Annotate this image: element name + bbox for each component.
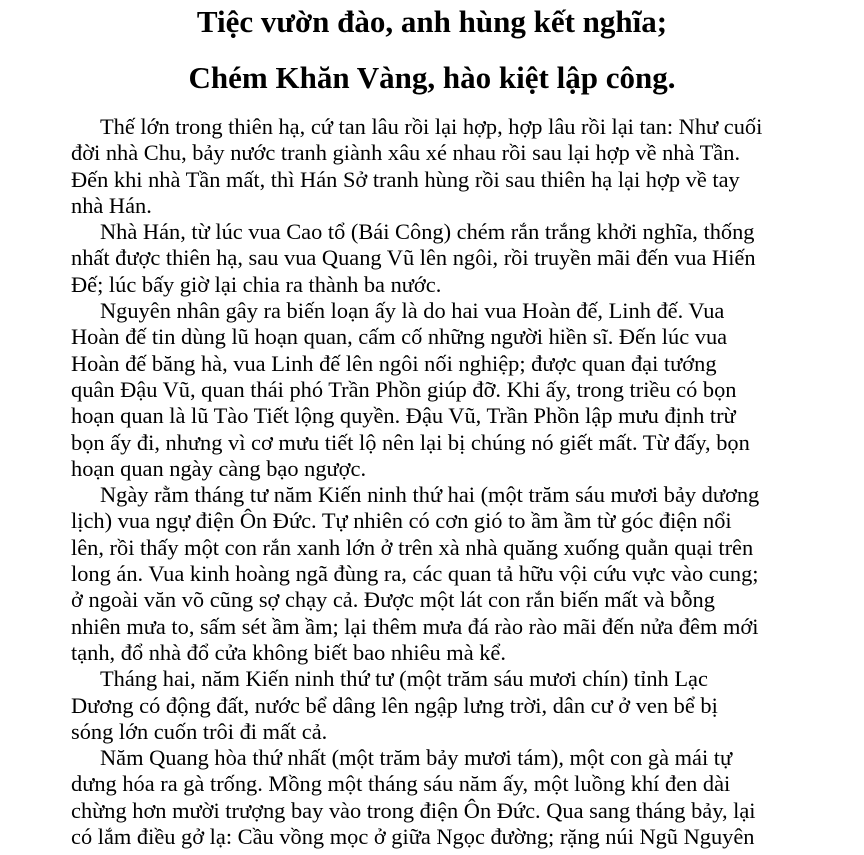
text-line: chừng hơn mười trượng bay vào trong điện Ôn Đức. Qua sang tháng bảy, lại [71, 797, 756, 823]
text-line: Hoàn đế tin dùng lũ hoạn quan, cấm cố những người hiền sĩ. Đến lúc vua [71, 324, 728, 350]
paragraph [71, 745, 811, 850]
text-line: nhiên mưa to, sấm sét ầm ầm; lại thêm mưa đá rào rào mãi đến nửa đêm mới [71, 613, 759, 639]
text-line: đời nhà Chu, bảy nước tranh giành xâu xé nhau rồi sau lại hợp về nhà Tần. [71, 140, 741, 166]
text-line: ở ngoài văn võ cũng sợ chạy cả. Được một lát con rắn biến mất và bỗng [71, 587, 715, 613]
text-line: nhất được thiên hạ, sau vua Quang Vũ lên ngôi, rồi truyền mãi đến vua Hiến [71, 245, 756, 271]
text-line: sóng lớn cuốn trôi đi mất cả. [71, 718, 328, 744]
text-line: hoạn quan ngày càng bạo ngược. [71, 455, 367, 481]
text-line: dưng hóa ra gà trống. Mồng một tháng sáu năm ấy, một luồng khí đen dài [71, 771, 731, 797]
text-line: Ngày rằm tháng tư năm Kiến ninh thứ hai (một trăm sáu mươi bảy dương [100, 482, 760, 508]
text-line: Hoàn đế băng hà, vua Linh đế lên ngôi nối nghiệp; được quan đại tướng [71, 350, 717, 376]
text-line: Đế; lúc bấy giờ lại chia ra thành ba nước. [71, 271, 442, 297]
text-line: nhà Hán. [71, 192, 152, 218]
chapter-title-line-2: Chém Khăn Vàng, hào kiệt lập công. [188, 60, 676, 95]
text-line: Thế lớn trong thiên hạ, cứ tan lâu rồi lại hợp, hợp lâu rồi lại tan: Như cuối [100, 114, 763, 139]
text-line: tạnh, đổ nhà đổ cửa không biết bao nhiêu mà kể. [71, 639, 506, 665]
text-line: hoạn quan là lũ Tào Tiết lộng quyền. Đậu Vũ, Trần Phồn lập mưu định trừ [71, 403, 736, 429]
paragraph [71, 298, 811, 482]
chapter-body [71, 114, 811, 850]
paragraph [71, 482, 811, 666]
text-line: Dương có động đất, nước bể dâng lên ngập lưng trời, dân cư ở ven bể bị [71, 692, 718, 718]
text-line: long án. Vua kinh hoàng ngã đùng ra, các quan tả hữu vội cứu vực vào cung; [71, 561, 759, 587]
text-line: lên, rồi thấy một con rắn xanh lớn ở trên xà nhà quăng xuống quằn quại trên [71, 534, 754, 560]
text-line: bọn ấy đi, nhưng vì cơ mưu tiết lộ nên lại bị chúng nó giết mất. Từ đấy, bọn [71, 429, 750, 455]
paragraph [71, 114, 811, 219]
text-line: quân Đậu Vũ, quan thái phó Trần Phồn giúp đỡ. Khi ấy, trong triều có bọn [71, 376, 737, 402]
text-line: Năm Quang hòa thứ nhất (một trăm bảy mươi tám), một con gà mái tự [100, 745, 733, 771]
paragraph [71, 219, 811, 298]
text-line: Tháng hai, năm Kiến ninh thứ tư (một trăm sáu mươi chín) tỉnh Lạc [100, 666, 708, 692]
text-line: có lắm điều gở lạ: Cầu vồng mọc ở giữa Ngọc đường; rặng núi Ngũ Nguyên [71, 824, 755, 850]
text-line: Nhà Hán, từ lúc vua Cao tổ (Bái Công) chém rắn trắng khởi nghĩa, thống [100, 219, 755, 245]
paragraph [71, 666, 811, 745]
text-line: Nguyên nhân gây ra biến loạn ấy là do hai vua Hoàn đế, Linh đế. Vua [100, 298, 725, 324]
chapter-title-line-1: Tiệc vườn đào, anh hùng kết nghĩa; [196, 4, 668, 39]
text-line: lịch) vua ngự điện Ôn Đức. Tự nhiên có cơn gió to ầm ầm từ góc điện nổi [71, 508, 732, 534]
text-line: Đến khi nhà Tần mất, thì Hán Sở tranh hùng rồi sau thiên hạ lại hợp về tay [71, 166, 740, 192]
